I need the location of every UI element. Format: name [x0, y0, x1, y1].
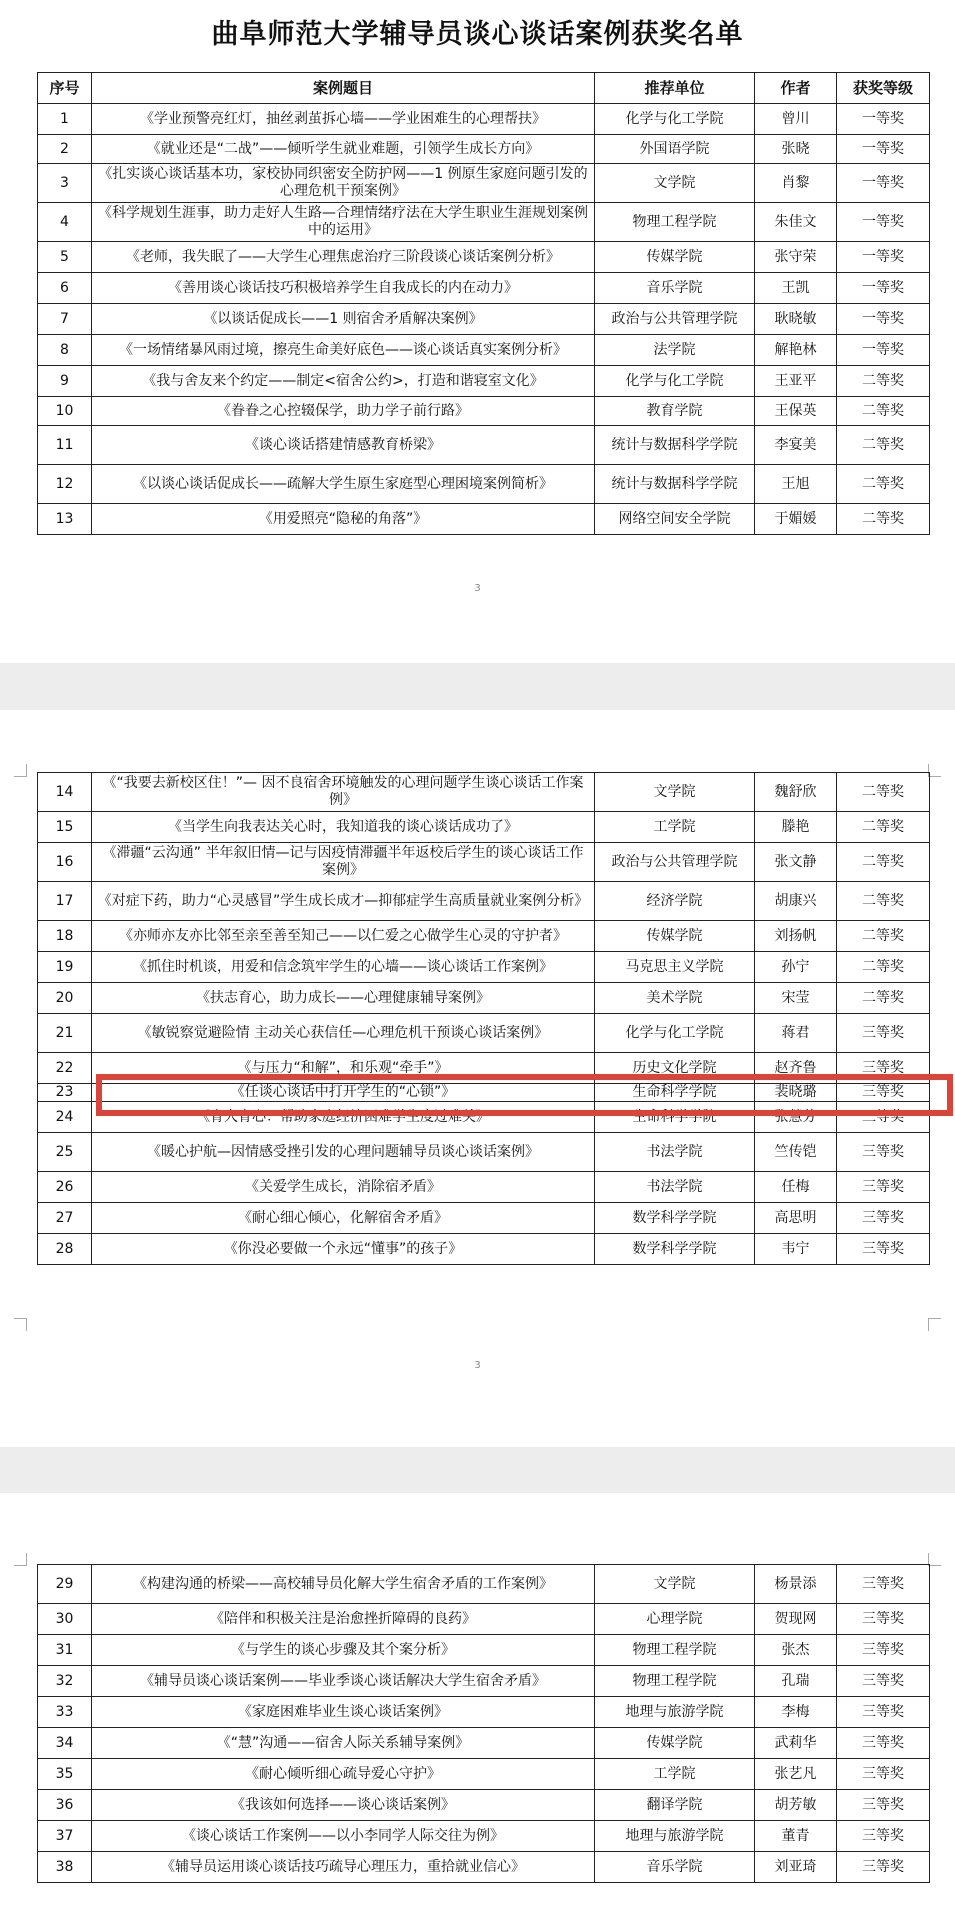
case-title-cell: 《辅导员运用谈心谈话技巧疏导心理压力，重拾就业信心》 [92, 1852, 595, 1883]
table-row [38, 882, 930, 921]
author-cell: 滕艳 [755, 812, 837, 843]
row-number-cell: 5 [38, 242, 92, 273]
award-level-cell: 二等奖 [837, 397, 930, 426]
recommending-unit-cell: 外国语学院 [595, 135, 755, 164]
recommending-unit-cell: 文学院 [595, 164, 755, 203]
table-row [38, 1203, 930, 1234]
award-level-cell: 三等奖 [837, 1821, 930, 1852]
recommending-unit-cell: 工学院 [595, 812, 755, 843]
recommending-unit-cell: 经济学院 [595, 882, 755, 921]
case-title-cell: 《以谈心谈话促成长——疏解大学生原生家庭型心理困境案例简析》 [92, 465, 595, 504]
case-title-cell: 《扶志育心，助力成长——心理健康辅导案例》 [92, 983, 595, 1014]
recommending-unit-cell: 美术学院 [595, 983, 755, 1014]
case-title-cell: 《敏锐察觉避险情 主动关心获信任—心理危机干预谈心谈话案例》 [92, 1014, 595, 1053]
author-cell: 肖黎 [755, 164, 837, 203]
recommending-unit-cell: 马克思主义学院 [595, 952, 755, 983]
author-cell: 于媚媛 [755, 504, 837, 535]
row-number-cell: 30 [38, 1604, 92, 1635]
case-title-cell: 《滞疆“云沟通” 半年叙旧情—记与因疫情滞疆半年返校后学生的谈心谈话工作案例》 [92, 843, 595, 882]
award-level-cell: 三等奖 [837, 1790, 930, 1821]
case-title-cell: 《善用谈心谈话技巧积极培养学生自我成长的内在动力》 [92, 273, 595, 304]
row-number-cell: 2 [38, 135, 92, 164]
award-level-cell: 二等奖 [837, 426, 930, 465]
recommending-unit-cell: 文学院 [595, 773, 755, 812]
row-number-cell: 28 [38, 1234, 92, 1265]
row-number-cell: 20 [38, 983, 92, 1014]
recommending-unit-cell: 生命科学学院 [595, 1102, 755, 1133]
case-title-cell: 《抓住时机谈，用爱和信念筑牢学生的心墙——谈心谈话工作案例》 [92, 952, 595, 983]
author-cell: 王亚平 [755, 366, 837, 397]
award-level-cell: 三等奖 [837, 1565, 930, 1604]
table-row [38, 397, 930, 426]
author-cell: 李梅 [755, 1697, 837, 1728]
case-title-cell: 《你没必要做一个永远“懂事”的孩子》 [92, 1234, 595, 1265]
case-title-cell: 《任谈心谈话中打开学生的“心锁”》 [92, 1084, 595, 1102]
row-number-cell: 12 [38, 465, 92, 504]
row-number-cell: 6 [38, 273, 92, 304]
header-unit: 推荐单位 [595, 73, 755, 104]
author-cell: 曾川 [755, 104, 837, 135]
award-level-cell: 三等奖 [837, 1014, 930, 1053]
table-row [38, 1234, 930, 1265]
case-title-cell: 《耐心细心倾心，化解宿舍矛盾》 [92, 1203, 595, 1234]
award-level-cell: 一等奖 [837, 164, 930, 203]
table-row [38, 335, 930, 366]
recommending-unit-cell: 统计与数据科学学院 [595, 465, 755, 504]
award-table-page-2 [37, 772, 930, 1265]
case-title-cell: 《暖心护航—因情感受挫引发的心理问题辅导员谈心谈话案例》 [92, 1133, 595, 1172]
author-cell: 孔瑞 [755, 1666, 837, 1697]
author-cell: 张慧芳 [755, 1102, 837, 1133]
case-title-cell: 《一场情绪暴风雨过境，擦亮生命美好底色——谈心谈话真实案例分析》 [92, 335, 595, 366]
table-row [38, 952, 930, 983]
author-cell: 韦宁 [755, 1234, 837, 1265]
table-row [38, 366, 930, 397]
table-row [38, 1852, 930, 1883]
row-number-cell: 38 [38, 1852, 92, 1883]
case-title-cell: 《耐心倾听细心疏导爱心守护》 [92, 1759, 595, 1790]
author-cell: 王保英 [755, 397, 837, 426]
award-level-cell: 一等奖 [837, 104, 930, 135]
recommending-unit-cell: 政治与公共管理学院 [595, 843, 755, 882]
table-row [38, 1084, 930, 1102]
table-row [38, 843, 930, 882]
author-cell: 高思明 [755, 1203, 837, 1234]
award-level-cell: 三等奖 [837, 1234, 930, 1265]
author-cell: 贺现网 [755, 1604, 837, 1635]
award-level-cell: 一等奖 [837, 273, 930, 304]
row-number-cell: 25 [38, 1133, 92, 1172]
table-row [38, 1728, 930, 1759]
row-number-cell: 36 [38, 1790, 92, 1821]
award-level-cell: 三等奖 [837, 1728, 930, 1759]
author-cell: 胡康兴 [755, 882, 837, 921]
award-level-cell: 一等奖 [837, 242, 930, 273]
case-title-cell: 《关爱学生成长，消除宿矛盾》 [92, 1172, 595, 1203]
case-title-cell: 《我与舍友来个约定——制定<宿舍公约>，打造和谐寝室文化》 [92, 366, 595, 397]
header-number: 序号 [38, 73, 92, 104]
table-row [38, 1604, 930, 1635]
award-level-cell: 二等奖 [837, 773, 930, 812]
award-level-cell: 三等奖 [837, 1852, 930, 1883]
table-row [38, 504, 930, 535]
row-number-cell: 9 [38, 366, 92, 397]
recommending-unit-cell: 教育学院 [595, 397, 755, 426]
award-level-cell: 二等奖 [837, 465, 930, 504]
recommending-unit-cell: 书法学院 [595, 1133, 755, 1172]
case-title-cell: 《辅导员谈心谈话案例——毕业季谈心谈话解决大学生宿舍矛盾》 [92, 1666, 595, 1697]
case-title-cell: 《亦师亦友亦比邻至亲至善至知己——以仁爱之心做学生心灵的守护者》 [92, 921, 595, 952]
table-header-row [38, 73, 930, 104]
case-title-cell: 《与压力“和解”，和乐观“牵手”》 [92, 1053, 595, 1084]
row-number-cell: 13 [38, 504, 92, 535]
case-title-cell: 《育人育心：帮助家庭经济困难学生度过难关》 [92, 1102, 595, 1133]
recommending-unit-cell: 音乐学院 [595, 273, 755, 304]
table-row [38, 1759, 930, 1790]
recommending-unit-cell: 传媒学院 [595, 1728, 755, 1759]
table-row [38, 1821, 930, 1852]
case-title-cell: 《构建沟通的桥梁——高校辅导员化解大学生宿舍矛盾的工作案例》 [92, 1565, 595, 1604]
case-title-cell: 《以谈话促成长——1 则宿舍矛盾解决案例》 [92, 304, 595, 335]
header-award-level: 获奖等级 [837, 73, 930, 104]
row-number-cell: 18 [38, 921, 92, 952]
award-level-cell: 三等奖 [837, 1084, 930, 1102]
recommending-unit-cell: 音乐学院 [595, 1852, 755, 1883]
author-cell: 张晓 [755, 135, 837, 164]
row-number-cell: 14 [38, 773, 92, 812]
award-level-cell: 二等奖 [837, 921, 930, 952]
award-level-cell: 二等奖 [837, 504, 930, 535]
row-number-cell: 23 [38, 1084, 92, 1102]
author-cell: 董青 [755, 1821, 837, 1852]
author-cell: 朱佳文 [755, 203, 837, 242]
author-cell: 张守荣 [755, 242, 837, 273]
author-cell: 王凯 [755, 273, 837, 304]
table-row [38, 104, 930, 135]
award-level-cell: 二等奖 [837, 952, 930, 983]
row-number-cell: 34 [38, 1728, 92, 1759]
author-cell: 胡芳敏 [755, 1790, 837, 1821]
row-number-cell: 35 [38, 1759, 92, 1790]
recommending-unit-cell: 心理学院 [595, 1604, 755, 1635]
row-number-cell: 21 [38, 1014, 92, 1053]
award-level-cell: 二等奖 [837, 882, 930, 921]
case-title-cell: 《眷眷之心控辍保学，助力学子前行路》 [92, 397, 595, 426]
row-number-cell: 26 [38, 1172, 92, 1203]
case-title-cell: 《就业还是“二战”——倾听学生就业难题，引领学生成长方向》 [92, 135, 595, 164]
table-row [38, 1172, 930, 1203]
recommending-unit-cell: 翻译学院 [595, 1790, 755, 1821]
recommending-unit-cell: 书法学院 [595, 1172, 755, 1203]
table-row [38, 1565, 930, 1604]
document-page-2 [0, 710, 955, 1447]
table-row [38, 1133, 930, 1172]
page-corner-mark [14, 1318, 27, 1331]
row-number-cell: 22 [38, 1053, 92, 1084]
table-row [38, 812, 930, 843]
award-level-cell: 一等奖 [837, 304, 930, 335]
case-title-cell: 《“慧”沟通——宿舍人际关系辅导案例》 [92, 1728, 595, 1759]
award-level-cell: 二等奖 [837, 843, 930, 882]
award-table-page-1 [37, 72, 930, 535]
table-row [38, 164, 930, 203]
row-number-cell: 33 [38, 1697, 92, 1728]
page-gap [0, 663, 955, 710]
award-level-cell: 三等奖 [837, 1053, 930, 1084]
page-title: 曲阜师范大学辅导员谈心谈话案例获奖名单 [211, 19, 744, 50]
author-cell: 宋莹 [755, 983, 837, 1014]
author-cell: 魏舒欣 [755, 773, 837, 812]
case-title-cell: 《科学规划生涯事，助力走好人生路—合理情绪疗法在大学生职业生涯规划案例中的运用》 [92, 203, 595, 242]
recommending-unit-cell: 统计与数据科学学院 [595, 426, 755, 465]
award-level-cell: 三等奖 [837, 1635, 930, 1666]
recommending-unit-cell: 数学科学学院 [595, 1234, 755, 1265]
author-cell: 李宴美 [755, 426, 837, 465]
row-number-cell: 8 [38, 335, 92, 366]
author-cell: 王旭 [755, 465, 837, 504]
page-gap [0, 1447, 955, 1493]
row-number-cell: 29 [38, 1565, 92, 1604]
case-title-cell: 《扎实谈心谈话基本功，家校协同织密安全防护网——1 例原生家庭问题引发的心理危机干预案例》 [92, 164, 595, 203]
recommending-unit-cell: 物理工程学院 [595, 1635, 755, 1666]
award-level-cell: 三等奖 [837, 1759, 930, 1790]
row-number-cell: 4 [38, 203, 92, 242]
author-cell: 任梅 [755, 1172, 837, 1203]
award-level-cell: 二等奖 [837, 366, 930, 397]
table-row [38, 1666, 930, 1697]
author-cell: 竺传铠 [755, 1133, 837, 1172]
author-cell: 解艳林 [755, 335, 837, 366]
author-cell: 刘扬帆 [755, 921, 837, 952]
award-level-cell: 一等奖 [837, 335, 930, 366]
row-number-cell: 1 [38, 104, 92, 135]
page-number: 3 [474, 1360, 481, 1371]
table-row [38, 983, 930, 1014]
row-number-cell: 3 [38, 164, 92, 203]
award-table-page-3 [37, 1564, 930, 1883]
table-row [38, 426, 930, 465]
recommending-unit-cell: 化学与化工学院 [595, 1014, 755, 1053]
table-row [38, 1053, 930, 1084]
table-row [38, 1635, 930, 1666]
award-level-cell: 一等奖 [837, 203, 930, 242]
row-number-cell: 27 [38, 1203, 92, 1234]
author-cell: 孙宁 [755, 952, 837, 983]
award-level-cell: 三等奖 [837, 1172, 930, 1203]
case-title-cell: 《谈心谈话工作案例——以小李同学人际交往为例》 [92, 1821, 595, 1852]
award-level-cell: 三等奖 [837, 1666, 930, 1697]
case-title-cell: 《家庭困难毕业生谈心谈话案例》 [92, 1697, 595, 1728]
row-number-cell: 24 [38, 1102, 92, 1133]
case-title-cell: 《与学生的谈心步骤及其个案分析》 [92, 1635, 595, 1666]
case-title-cell: 《老师，我失眠了——大学生心理焦虑治疗三阶段谈心谈话案例分析》 [92, 242, 595, 273]
document-page-1 [0, 0, 955, 663]
case-title-cell: 《用爱照亮“隐秘的角落”》 [92, 504, 595, 535]
author-cell: 赵齐鲁 [755, 1053, 837, 1084]
table-row [38, 304, 930, 335]
page-corner-mark [14, 764, 27, 777]
award-level-cell: 二等奖 [837, 983, 930, 1014]
page-corner-mark [928, 1318, 941, 1331]
award-level-cell: 三等奖 [837, 1604, 930, 1635]
recommending-unit-cell: 传媒学院 [595, 242, 755, 273]
table-row [38, 1014, 930, 1053]
table-row [38, 1697, 930, 1728]
award-level-cell: 三等奖 [837, 1102, 930, 1133]
author-cell: 张艺凡 [755, 1759, 837, 1790]
document-page-3 [0, 1493, 955, 1913]
case-title-cell: 《“我要去新校区住！”— 因不良宿舍环境触发的心理问题学生谈心谈话工作案例》 [92, 773, 595, 812]
award-level-cell: 三等奖 [837, 1203, 930, 1234]
case-title-cell: 《当学生向我表达关心时，我知道我的谈心谈话成功了》 [92, 812, 595, 843]
recommending-unit-cell: 地理与旅游学院 [595, 1821, 755, 1852]
row-number-cell: 19 [38, 952, 92, 983]
table-row [38, 242, 930, 273]
case-title-cell: 《学业预警亮红灯，抽丝剥茧拆心墙——学业困难生的心理帮扶》 [92, 104, 595, 135]
table-row [38, 465, 930, 504]
recommending-unit-cell: 物理工程学院 [595, 203, 755, 242]
recommending-unit-cell: 工学院 [595, 1759, 755, 1790]
case-title-cell: 《谈心谈话搭建情感教育桥梁》 [92, 426, 595, 465]
table-row [38, 921, 930, 952]
row-number-cell: 15 [38, 812, 92, 843]
recommending-unit-cell: 生命科学学院 [595, 1084, 755, 1102]
recommending-unit-cell: 文学院 [595, 1565, 755, 1604]
header-author: 作者 [755, 73, 837, 104]
row-number-cell: 10 [38, 397, 92, 426]
row-number-cell: 11 [38, 426, 92, 465]
recommending-unit-cell: 化学与化工学院 [595, 366, 755, 397]
case-title-cell: 《我该如何选择——谈心谈话案例》 [92, 1790, 595, 1821]
case-title-cell: 《对症下药，助力“心灵感冒”学生成长成才—抑郁症学生高质量就业案例分析》 [92, 882, 595, 921]
table-row [38, 1102, 930, 1133]
recommending-unit-cell: 地理与旅游学院 [595, 1697, 755, 1728]
author-cell: 蒋君 [755, 1014, 837, 1053]
recommending-unit-cell: 政治与公共管理学院 [595, 304, 755, 335]
recommending-unit-cell: 网络空间安全学院 [595, 504, 755, 535]
recommending-unit-cell: 法学院 [595, 335, 755, 366]
table-row [38, 1790, 930, 1821]
author-cell: 张杰 [755, 1635, 837, 1666]
recommending-unit-cell: 历史文化学院 [595, 1053, 755, 1084]
author-cell: 武莉华 [755, 1728, 837, 1759]
award-level-cell: 三等奖 [837, 1697, 930, 1728]
row-number-cell: 31 [38, 1635, 92, 1666]
table-row [38, 273, 930, 304]
row-number-cell: 37 [38, 1821, 92, 1852]
row-number-cell: 32 [38, 1666, 92, 1697]
award-level-cell: 三等奖 [837, 1133, 930, 1172]
table-row [38, 773, 930, 812]
header-case-title: 案例题目 [92, 73, 595, 104]
award-level-cell: 一等奖 [837, 135, 930, 164]
row-number-cell: 7 [38, 304, 92, 335]
page-number: 3 [474, 583, 481, 594]
author-cell: 张文静 [755, 843, 837, 882]
recommending-unit-cell: 物理工程学院 [595, 1666, 755, 1697]
row-number-cell: 16 [38, 843, 92, 882]
recommending-unit-cell: 化学与化工学院 [595, 104, 755, 135]
table-row [38, 135, 930, 164]
author-cell: 裴晓璐 [755, 1084, 837, 1102]
author-cell: 耿晓敏 [755, 304, 837, 335]
author-cell: 刘亚琦 [755, 1852, 837, 1883]
case-title-cell: 《陪伴和积极关注是治愈挫折障碍的良药》 [92, 1604, 595, 1635]
page-corner-mark [14, 1553, 27, 1566]
table-row [38, 203, 930, 242]
award-level-cell: 二等奖 [837, 812, 930, 843]
recommending-unit-cell: 数学科学学院 [595, 1203, 755, 1234]
recommending-unit-cell: 传媒学院 [595, 921, 755, 952]
author-cell: 杨景添 [755, 1565, 837, 1604]
row-number-cell: 17 [38, 882, 92, 921]
